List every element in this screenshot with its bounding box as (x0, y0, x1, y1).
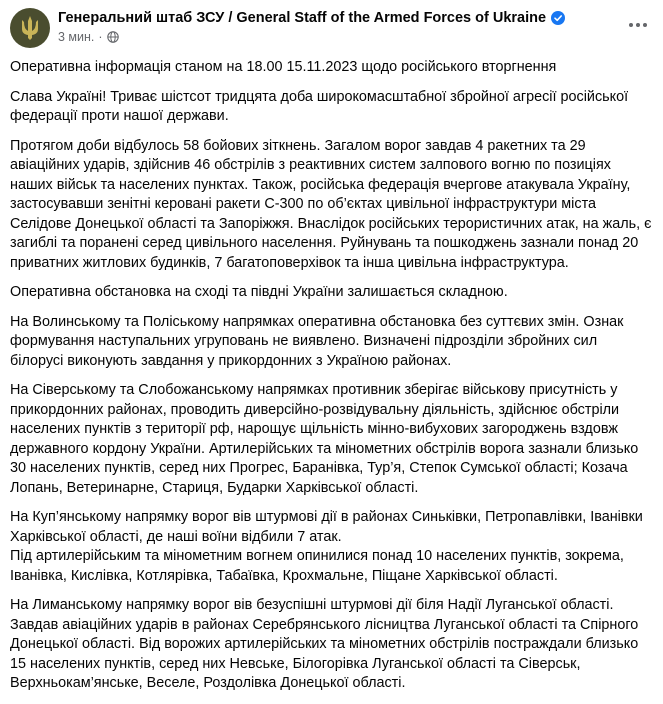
globe-icon[interactable] (107, 31, 119, 43)
avatar[interactable] (10, 8, 50, 48)
post-header (10, 8, 653, 48)
verified-badge-icon (551, 11, 565, 25)
author-name[interactable]: Генеральний штаб ЗСУ / General Staff of the Armed Forces of Ukraine (58, 10, 547, 26)
trident-icon (19, 15, 41, 41)
post-meta (58, 30, 119, 44)
paragraph-volyn: На Волинському та Поліському напрямках оперативна обстановка без суттєвих змін. Ознак формування наступальних угруповань не виявлено. Визначені підрозділи збройних сил білорусі виконують завдання у прикордонних з Україною районах. (10, 313, 624, 369)
paragraph-kupiansk: На Куп’янському напрямку ворог вів штурмові дії в районах Синьківки, Петропавлівки, Іванівки Харківської області, де наші воїни відбили 7 атак. Під артилерійським та мінометним вогнем опинилися понад 10 населених пунктів, зокрема, Іванівка, Кислівка, Котлярівка, Табаївка, Крохмальне, Піщане Харківської області. (10, 509, 643, 584)
author-line (58, 10, 565, 26)
post-text (10, 58, 653, 704)
paragraph-greeting: Слава Україні! Триває шістсот тридцята доба широкомасштабної збройної агресії російської федерації проти нашої держави. (10, 88, 629, 124)
meta-separator: · (98, 30, 103, 44)
paragraph-lyman: На Лиманському напрямку ворог вів безуспішні штурмові дії біля Надії Луганської області. Завдав авіаційних ударів в районах Серебрянського лісництва Луганської області та Спірного Донецької області. Від ворожих артилерійських та мінометних обстрілів постраждали близько 15 населених пунктів, серед них Невське, Білогорівка Луганської області та Сіверськ, Верхньокам’янське, Веселе, Роздолівка Донецької області. (10, 597, 639, 691)
post-time[interactable]: 3 мин. (58, 30, 95, 44)
paragraph-summary: Протягом доби відбулось 58 бойових зіткнень. Загалом ворог завдав 4 ракетних та 29 авіаційних ударів, здійснив 46 обстрілів з реактивних систем залпового вогню по позиціях наших військ та населених пунктах. Також, російська федерація вчергове атакувала Україну, застосувавши зенітні керовані ракети С-300 по об’єктах цивільної інфраструктури міста Селідове Донецької області та Запоріжжя. Внаслідок російських терористичних атак, на жаль, є загиблі та поранені серед цивільного населення. Руйнувань та пошкоджень зазнали понад 20 приватних житлових будинків, 7 багатоповерхівок та інша цивільна інфраструктура. (10, 137, 652, 271)
more-options-icon (628, 22, 648, 28)
paragraph-situation: Оперативна обстановка на сході та півдні України залишається складною. (10, 284, 508, 300)
more-options-button[interactable] (623, 10, 653, 40)
paragraph-siversk: На Сіверському та Слобожанському напрямках противник зберігає військову присутність у прикордонних районах, проводить диверсійно-розвідувальну діяльність, здійснює обстріли населених пунктів з території рф, нарощує щільність мінно-вибухових загороджень вздовж державного кордону України. Артилерійських та мінометних обстрілів ворога зазнали близько 30 населених пунктів, серед них Прогрес, Баранівка, Тур’я, Степок Сумської області; Козача Лопань, Ветеринарне, Стариця, Бударки Харківської області. (10, 382, 639, 496)
paragraph-title: Оперативна інформація станом на 18.00 15.11.2023 щодо російського вторгнення (10, 59, 557, 75)
